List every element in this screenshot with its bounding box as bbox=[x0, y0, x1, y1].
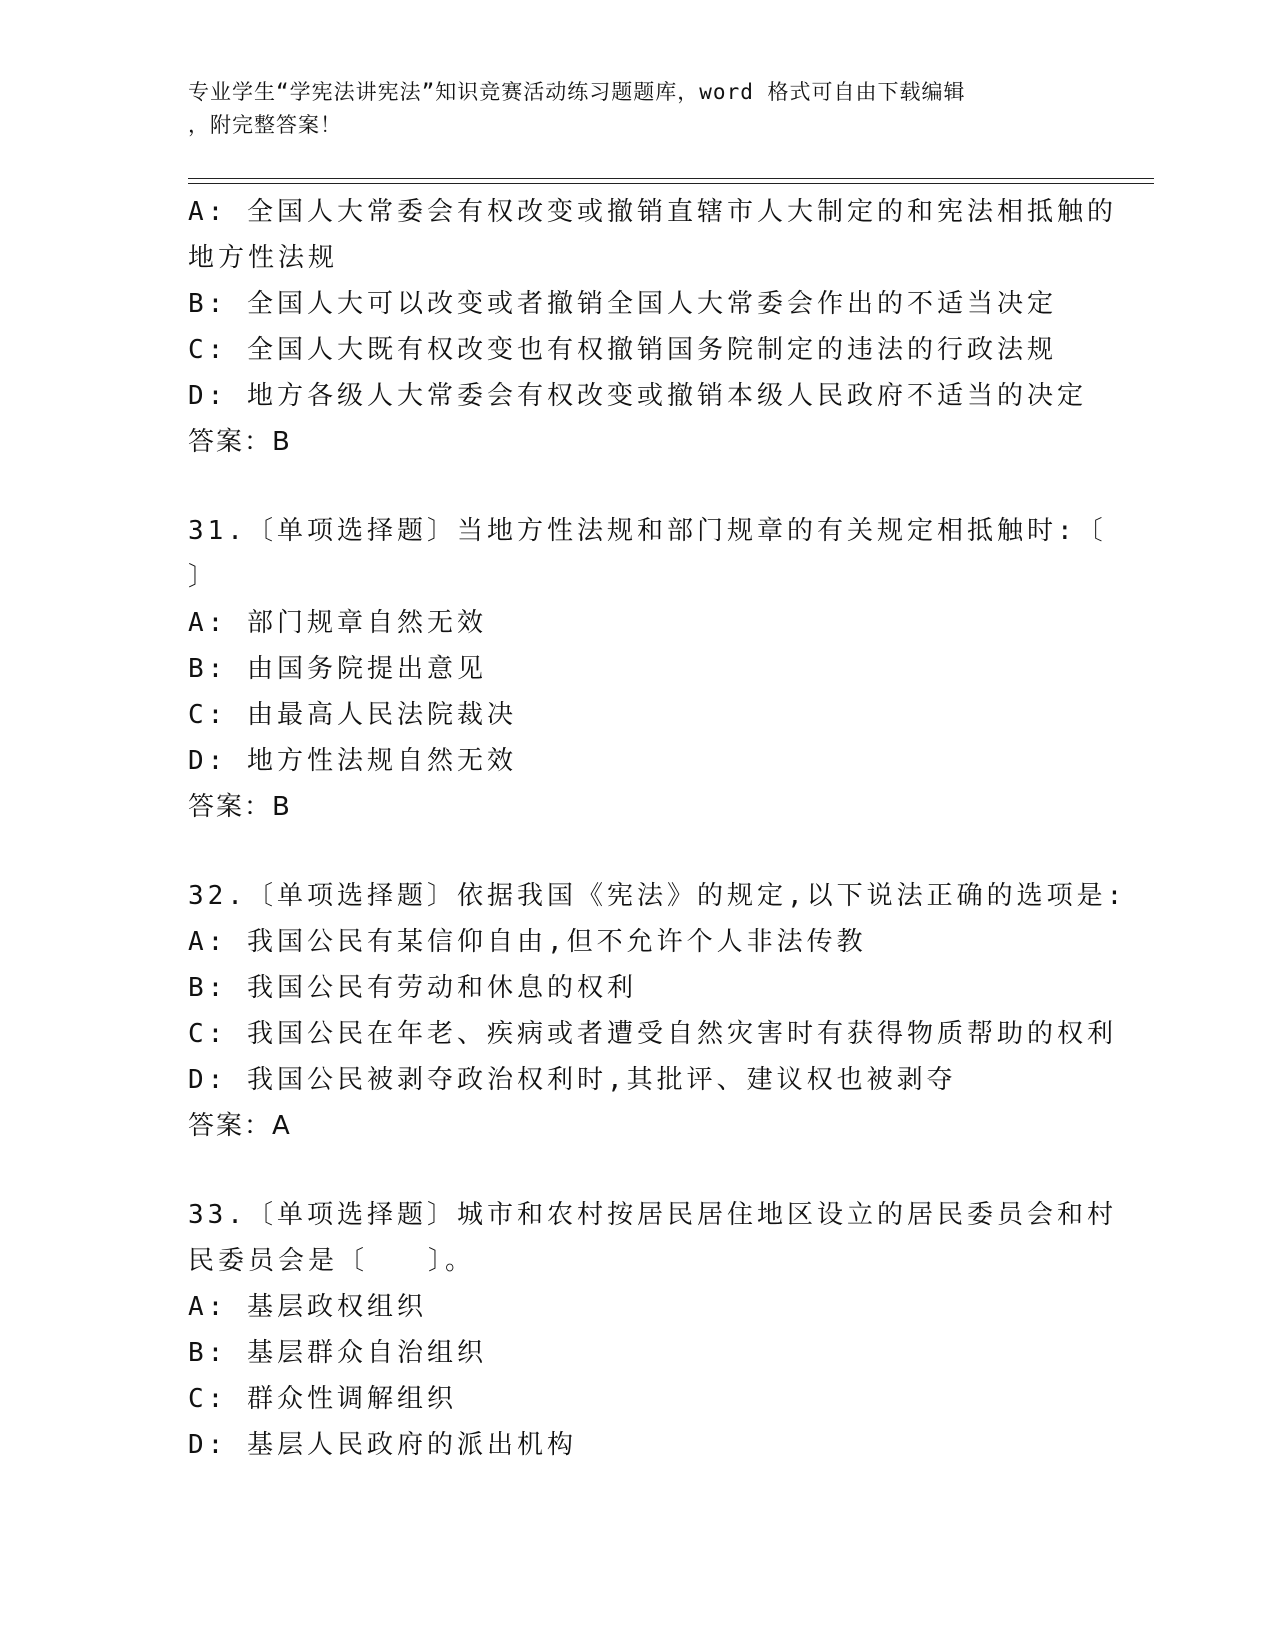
spacer bbox=[188, 465, 1088, 508]
question-stem: 32.〔单项选择题〕依据我国《宪法》的规定,以下说法正确的选项是: bbox=[188, 881, 1127, 911]
question-list bbox=[188, 189, 1127, 1468]
header-title-line-2: ，附完整答案！ bbox=[188, 113, 342, 137]
question-stem-continued: 民委员会是〔 〕。 bbox=[188, 1246, 476, 1276]
option-a: A: 我国公民有某信仰自由,但不允许个人非法传教 bbox=[188, 927, 867, 957]
option-c: C: 我国公民在年老、疾病或者遭受自然灾害时有获得物质帮助的权利 bbox=[188, 1019, 1117, 1049]
question-stem: 33.〔单项选择题〕城市和农村按居民居住地区设立的居民委员会和村 bbox=[188, 1200, 1117, 1230]
option-a: A: 全国人大常委会有权改变或撤销直辖市人大制定的和宪法相抵触的 bbox=[188, 197, 1117, 227]
question-stem-continued: 〕 bbox=[188, 562, 219, 592]
question-32 bbox=[188, 873, 1127, 1149]
option-b: B: 基层群众自治组织 bbox=[188, 1338, 487, 1368]
spacer bbox=[188, 1149, 1088, 1192]
header-divider-secondary bbox=[188, 183, 1154, 184]
spacer bbox=[188, 830, 1088, 873]
option-c: C: 全国人大既有权改变也有权撤销国务院制定的违法的行政法规 bbox=[188, 335, 1057, 365]
question-31 bbox=[188, 508, 1107, 830]
option-b: B: 我国公民有劳动和休息的权利 bbox=[188, 973, 637, 1003]
header-title-line-1: 专业学生“学宪法讲宪法”知识竞赛活动练习题题库，word 格式可自由下载编辑 bbox=[188, 80, 966, 104]
question-33 bbox=[188, 1192, 1117, 1468]
option-d: D: 地方性法规自然无效 bbox=[188, 746, 517, 776]
option-d: D: 基层人民政府的派出机构 bbox=[188, 1430, 577, 1460]
option-b: B: 全国人大可以改变或者撤销全国人大常委会作出的不适当决定 bbox=[188, 289, 1057, 319]
answer-label: 答案：B bbox=[188, 792, 292, 822]
header-divider bbox=[188, 178, 1154, 179]
option-a: A: 部门规章自然无效 bbox=[188, 608, 487, 638]
option-c: C: 由最高人民法院裁决 bbox=[188, 700, 517, 730]
option-c: C: 群众性调解组织 bbox=[188, 1384, 457, 1414]
question-stem: 31.〔单项选择题〕当地方性法规和部门规章的有关规定相抵触时:〔 bbox=[188, 516, 1107, 546]
option-d: D: 我国公民被剥夺政治权利时,其批评、建议权也被剥夺 bbox=[188, 1065, 957, 1095]
option-d: D: 地方各级人大常委会有权改变或撤销本级人民政府不适当的决定 bbox=[188, 381, 1087, 411]
option-b: B: 由国务院提出意见 bbox=[188, 654, 487, 684]
question-30 bbox=[188, 189, 1117, 465]
option-a-continued: 地方性法规 bbox=[188, 243, 339, 273]
option-a: A: 基层政权组织 bbox=[188, 1292, 427, 1322]
answer-label: 答案：A bbox=[188, 1111, 292, 1141]
page-header bbox=[188, 76, 1088, 142]
answer-label: 答案：B bbox=[188, 427, 292, 457]
